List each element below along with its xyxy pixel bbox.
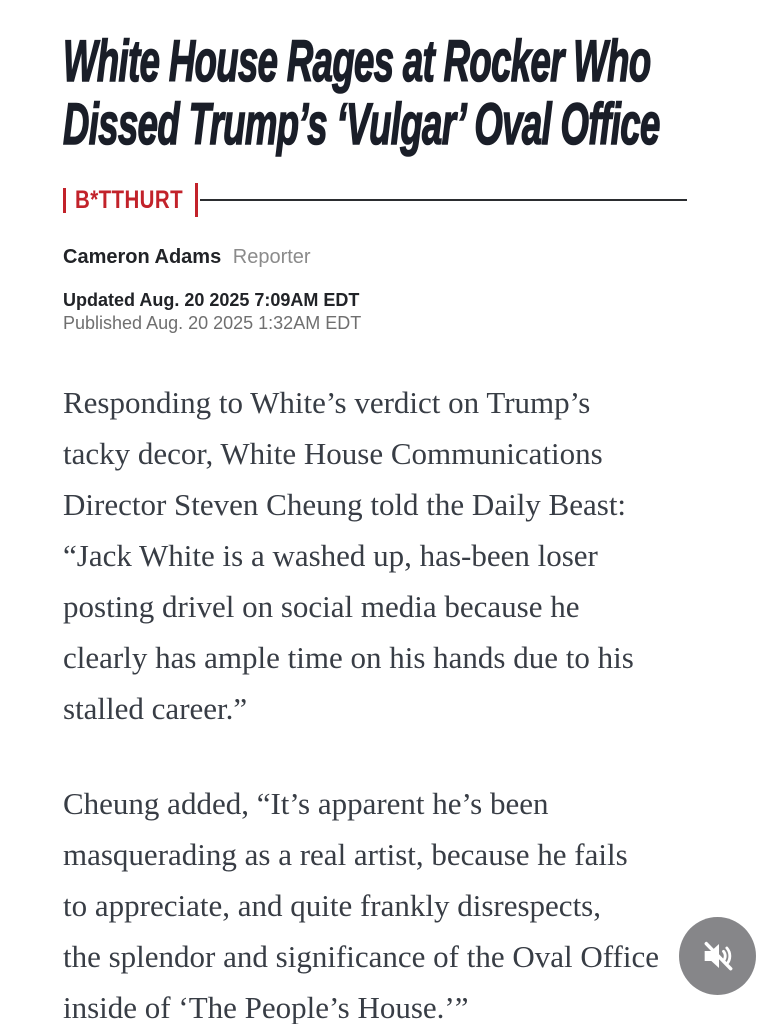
- tag-right-bar: [195, 183, 198, 217]
- article-paragraph: [63, 377, 718, 734]
- paragraph-line: the splendor and significance of the Oval Office: [63, 939, 659, 974]
- published-timestamp: Published Aug. 20 2025 1:32AM EDT: [63, 313, 362, 333]
- headline-line-2: Dissed Trump’s ‘Vulgar’ Oval Office: [63, 92, 660, 157]
- timestamps: [63, 289, 718, 335]
- category-tag-link[interactable]: B*TTHURT: [75, 185, 184, 214]
- muted-speaker-icon: [698, 936, 738, 976]
- category-tag-row: [63, 182, 718, 218]
- paragraph-line: “Jack White is a washed up, has-been loser: [63, 538, 598, 573]
- paragraph-line: Director Steven Cheung told the Daily Beast:: [63, 487, 627, 522]
- tag-left-bar: [63, 188, 66, 213]
- paragraph-line: to appreciate, and quite frankly disrespects,: [63, 888, 601, 923]
- author-role: Reporter: [232, 246, 311, 268]
- author-name[interactable]: Cameron Adams: [63, 246, 222, 268]
- paragraph-line: stalled career.”: [63, 691, 248, 726]
- paragraph-line: tacky decor, White House Communications: [63, 436, 603, 471]
- paragraph-line: clearly has ample time on his hands due to his: [63, 640, 634, 675]
- updated-timestamp: Updated Aug. 20 2025 7:09AM EDT: [63, 290, 360, 310]
- article-paragraph: [63, 778, 718, 1024]
- paragraph-line: posting drivel on social media because he: [63, 589, 580, 624]
- byline: [63, 245, 718, 269]
- paragraph-line: Responding to White’s verdict on Trump’s: [63, 385, 591, 420]
- mute-button[interactable]: [679, 917, 756, 995]
- paragraph-line: inside of ‘The People’s House.’”: [63, 990, 469, 1024]
- article-headline: [63, 30, 718, 156]
- headline-line-1: White House Rages at Rocker Who: [63, 29, 651, 94]
- paragraph-line: Cheung added, “It’s apparent he’s been: [63, 786, 549, 821]
- paragraph-line: masquerading as a real artist, because he fails: [63, 837, 628, 872]
- tag-divider-line: [200, 199, 687, 201]
- article-body: [63, 377, 718, 1024]
